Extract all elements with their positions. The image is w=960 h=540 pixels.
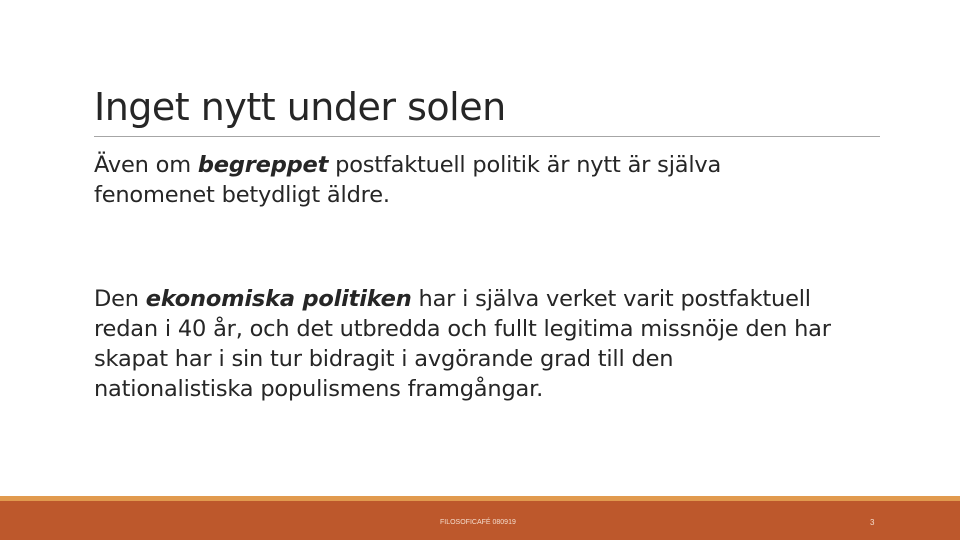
page-number: 3 — [870, 518, 875, 527]
footer-text: FILOSOFICAFÉ 080919 — [440, 519, 516, 526]
paragraph-2-text-start: Den — [94, 286, 146, 312]
paragraph-1-text-start: Även om — [94, 152, 198, 178]
slide-title: Inget nytt under solen — [94, 85, 506, 129]
body-paragraph-1 — [94, 150, 834, 210]
body-paragraph-2 — [94, 284, 834, 404]
paragraph-2-text-end: har i själva verket varit postfaktuell redan i 40 år, och det utbredda och fullt legitima missnöje den har skapat har i sin tur bidragit i avgörande grad till den nationalistiska populismens framgångar. — [94, 286, 831, 402]
paragraph-1-emphasis: begreppet — [197, 152, 329, 178]
title-underline — [94, 136, 880, 137]
paragraph-1-text-end: postfaktuell politik är nytt är själva fenomenet betydligt äldre. — [94, 152, 722, 208]
paragraph-2-emphasis: ekonomiska politiken — [145, 286, 412, 312]
